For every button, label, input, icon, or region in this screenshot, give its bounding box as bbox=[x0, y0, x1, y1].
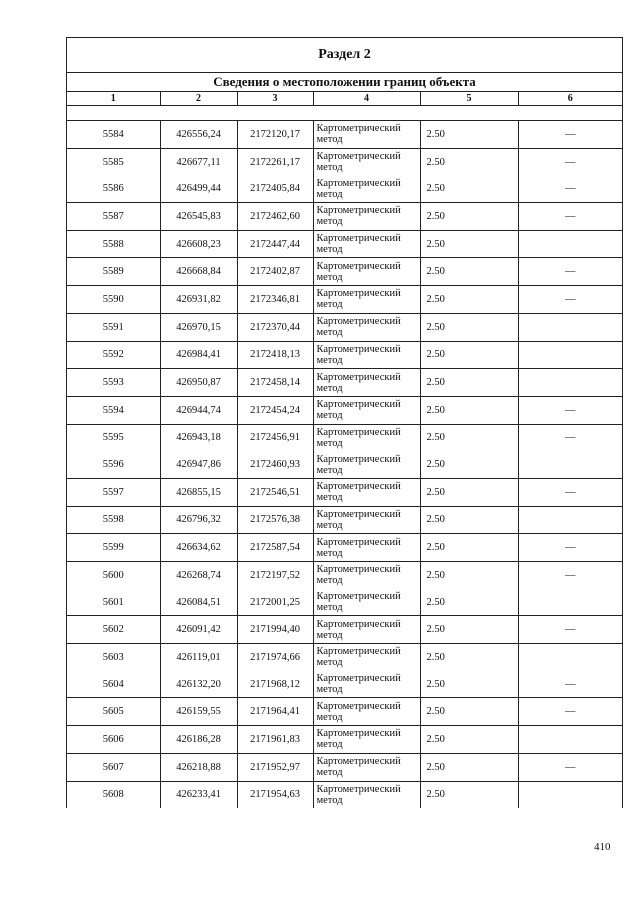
x-coordinate-cell: 426944,74 bbox=[160, 396, 237, 424]
column-header: 1 bbox=[67, 92, 160, 106]
y-coordinate-cell: 2171952,97 bbox=[237, 753, 313, 781]
point-number-cell: 5587 bbox=[67, 203, 160, 231]
page-number: 410 bbox=[594, 841, 611, 853]
y-coordinate-cell: 2172460,93 bbox=[237, 451, 313, 478]
point-number-cell: 5605 bbox=[67, 698, 160, 726]
method-cell: Картометрический метод bbox=[313, 313, 420, 341]
description-cell: — bbox=[518, 698, 622, 726]
table-row bbox=[67, 644, 622, 671]
point-number-cell: 5607 bbox=[67, 753, 160, 781]
accuracy-cell: 2.50 bbox=[420, 424, 518, 451]
x-coordinate-cell: 426084,51 bbox=[160, 589, 237, 616]
table-row bbox=[67, 258, 622, 286]
x-coordinate-cell: 426970,15 bbox=[160, 313, 237, 341]
accuracy-cell: 2.50 bbox=[420, 616, 518, 644]
point-number-cell: 5586 bbox=[67, 175, 160, 202]
x-coordinate-cell: 426984,41 bbox=[160, 341, 237, 369]
document-frame bbox=[66, 37, 623, 808]
method-cell: Картометрический метод bbox=[313, 203, 420, 231]
table-row bbox=[67, 616, 622, 644]
x-coordinate-cell: 426186,28 bbox=[160, 726, 237, 754]
y-coordinate-cell: 2172405,84 bbox=[237, 175, 313, 202]
accuracy-cell: 2.50 bbox=[420, 562, 518, 589]
accuracy-cell: 2.50 bbox=[420, 341, 518, 369]
point-number-cell: 5597 bbox=[67, 478, 160, 506]
x-coordinate-cell: 426950,87 bbox=[160, 369, 237, 397]
method-cell: Картометрический метод bbox=[313, 175, 420, 202]
description-cell bbox=[518, 230, 622, 258]
table-row bbox=[67, 175, 622, 202]
point-number-cell: 5596 bbox=[67, 451, 160, 478]
table-row bbox=[67, 478, 622, 506]
table-row bbox=[67, 698, 622, 726]
accuracy-cell: 2.50 bbox=[420, 148, 518, 175]
point-number-cell: 5590 bbox=[67, 286, 160, 314]
accuracy-cell: 2.50 bbox=[420, 121, 518, 149]
description-cell: — bbox=[518, 753, 622, 781]
point-number-cell: 5604 bbox=[67, 671, 160, 698]
y-coordinate-cell: 2172454,24 bbox=[237, 396, 313, 424]
description-cell bbox=[518, 369, 622, 397]
point-number-cell: 5608 bbox=[67, 781, 160, 808]
x-coordinate-cell: 426091,42 bbox=[160, 616, 237, 644]
description-cell bbox=[518, 506, 622, 534]
point-number-cell: 5595 bbox=[67, 424, 160, 451]
boundary-table bbox=[67, 92, 622, 808]
y-coordinate-cell: 2171954,63 bbox=[237, 781, 313, 808]
description-cell bbox=[518, 589, 622, 616]
method-cell: Картометрический метод bbox=[313, 341, 420, 369]
x-coordinate-cell: 426218,88 bbox=[160, 753, 237, 781]
x-coordinate-cell: 426159,55 bbox=[160, 698, 237, 726]
table-row bbox=[67, 726, 622, 754]
table-row bbox=[67, 369, 622, 397]
point-number-cell: 5598 bbox=[67, 506, 160, 534]
accuracy-cell: 2.50 bbox=[420, 698, 518, 726]
x-coordinate-cell: 426943,18 bbox=[160, 424, 237, 451]
description-cell bbox=[518, 341, 622, 369]
method-cell: Картометрический метод bbox=[313, 726, 420, 754]
method-cell: Картометрический метод bbox=[313, 396, 420, 424]
accuracy-cell: 2.50 bbox=[420, 753, 518, 781]
y-coordinate-cell: 2172402,87 bbox=[237, 258, 313, 286]
x-coordinate-cell: 426947,86 bbox=[160, 451, 237, 478]
accuracy-cell: 2.50 bbox=[420, 589, 518, 616]
x-coordinate-cell: 426608,23 bbox=[160, 230, 237, 258]
y-coordinate-cell: 2172462,60 bbox=[237, 203, 313, 231]
description-cell: — bbox=[518, 478, 622, 506]
y-coordinate-cell: 2171961,83 bbox=[237, 726, 313, 754]
table-row bbox=[67, 671, 622, 698]
y-coordinate-cell: 2171964,41 bbox=[237, 698, 313, 726]
y-coordinate-cell: 2172418,13 bbox=[237, 341, 313, 369]
table-row bbox=[67, 148, 622, 175]
point-number-cell: 5589 bbox=[67, 258, 160, 286]
y-coordinate-cell: 2172447,44 bbox=[237, 230, 313, 258]
table-title: Сведения о местоположении границ объекта bbox=[67, 73, 622, 92]
table-row bbox=[67, 451, 622, 478]
table-row bbox=[67, 286, 622, 314]
y-coordinate-cell: 2171994,40 bbox=[237, 616, 313, 644]
point-number-cell: 5599 bbox=[67, 534, 160, 562]
method-cell: Картометрический метод bbox=[313, 121, 420, 149]
accuracy-cell: 2.50 bbox=[420, 230, 518, 258]
point-number-cell: 5584 bbox=[67, 121, 160, 149]
x-coordinate-cell: 426677,11 bbox=[160, 148, 237, 175]
method-cell: Картометрический метод bbox=[313, 258, 420, 286]
accuracy-cell: 2.50 bbox=[420, 451, 518, 478]
accuracy-cell: 2.50 bbox=[420, 506, 518, 534]
method-cell: Картометрический метод bbox=[313, 286, 420, 314]
description-cell bbox=[518, 451, 622, 478]
point-number-cell: 5600 bbox=[67, 562, 160, 589]
table-row bbox=[67, 424, 622, 451]
accuracy-cell: 2.50 bbox=[420, 203, 518, 231]
method-cell: Картометрический метод bbox=[313, 753, 420, 781]
table-row bbox=[67, 203, 622, 231]
description-cell bbox=[518, 726, 622, 754]
accuracy-cell: 2.50 bbox=[420, 534, 518, 562]
point-number-cell: 5592 bbox=[67, 341, 160, 369]
point-number-cell: 5591 bbox=[67, 313, 160, 341]
table-row bbox=[67, 341, 622, 369]
column-header: 4 bbox=[313, 92, 420, 106]
table-row bbox=[67, 534, 622, 562]
y-coordinate-cell: 2172587,54 bbox=[237, 534, 313, 562]
x-coordinate-cell: 426931,82 bbox=[160, 286, 237, 314]
y-coordinate-cell: 2172120,17 bbox=[237, 121, 313, 149]
method-cell: Картометрический метод bbox=[313, 671, 420, 698]
y-coordinate-cell: 2172458,14 bbox=[237, 369, 313, 397]
accuracy-cell: 2.50 bbox=[420, 478, 518, 506]
table-row bbox=[67, 781, 622, 808]
description-cell: — bbox=[518, 286, 622, 314]
accuracy-cell: 2.50 bbox=[420, 726, 518, 754]
table-row bbox=[67, 396, 622, 424]
x-coordinate-cell: 426268,74 bbox=[160, 562, 237, 589]
description-cell: — bbox=[565, 156, 576, 168]
point-number-cell: 5588 bbox=[67, 230, 160, 258]
table-row bbox=[67, 230, 622, 258]
description-cell: — bbox=[518, 121, 622, 149]
accuracy-cell: 2.50 bbox=[420, 369, 518, 397]
method-cell: Картометрический метод bbox=[313, 616, 420, 644]
accuracy-cell: 2.50 bbox=[420, 286, 518, 314]
y-coordinate-cell: 2171974,66 bbox=[237, 644, 313, 671]
column-header: 3 bbox=[237, 92, 313, 106]
point-number-cell: 5593 bbox=[67, 369, 160, 397]
method-cell: Картометрический метод bbox=[313, 534, 420, 562]
y-coordinate-cell: 2171968,12 bbox=[237, 671, 313, 698]
method-cell: Картометрический метод bbox=[313, 451, 420, 478]
point-number-cell: 5602 bbox=[67, 616, 160, 644]
x-coordinate-cell: 426634,62 bbox=[160, 534, 237, 562]
method-cell: Картометрический метод bbox=[313, 644, 420, 671]
description-cell: — bbox=[518, 396, 622, 424]
point-number-cell: 5603 bbox=[67, 644, 160, 671]
method-cell: Картометрический метод bbox=[313, 562, 420, 589]
description-cell: — bbox=[518, 258, 622, 286]
description-cell: — bbox=[518, 671, 622, 698]
table-row bbox=[67, 506, 622, 534]
point-number-cell: 5606 bbox=[67, 726, 160, 754]
method-cell: Картометрический метод bbox=[313, 781, 420, 808]
accuracy-cell: 2.50 bbox=[420, 644, 518, 671]
description-cell: — bbox=[518, 175, 622, 202]
x-coordinate-cell: 426132,20 bbox=[160, 671, 237, 698]
table-row bbox=[67, 313, 622, 341]
y-coordinate-cell: 2172546,51 bbox=[237, 478, 313, 506]
table-row bbox=[67, 589, 622, 616]
method-cell: Картометрический метод bbox=[313, 424, 420, 451]
y-coordinate-cell: 2172346,81 bbox=[237, 286, 313, 314]
accuracy-cell: 2.50 bbox=[420, 175, 518, 202]
description-cell: — bbox=[518, 203, 622, 231]
column-header: 5 bbox=[420, 92, 518, 106]
y-coordinate-cell: 2172197,52 bbox=[237, 562, 313, 589]
accuracy-cell: 2.50 bbox=[420, 258, 518, 286]
table-row bbox=[67, 562, 622, 589]
method-cell: Картометрический метод bbox=[313, 230, 420, 258]
description-cell: — bbox=[565, 569, 576, 581]
method-cell: Картометрический метод bbox=[313, 478, 420, 506]
method-cell: Картометрический метод bbox=[313, 369, 420, 397]
accuracy-cell: 2.50 bbox=[420, 396, 518, 424]
point-number-cell: 5594 bbox=[67, 396, 160, 424]
method-cell: Картометрический метод bbox=[313, 698, 420, 726]
y-coordinate-cell: 2172456,91 bbox=[237, 424, 313, 451]
spacer-row bbox=[67, 106, 622, 121]
x-coordinate-cell: 426855,15 bbox=[160, 478, 237, 506]
point-number-cell: 5601 bbox=[67, 589, 160, 616]
method-cell: Картометрический метод bbox=[313, 506, 420, 534]
x-coordinate-cell: 426119,01 bbox=[160, 644, 237, 671]
column-header-row bbox=[67, 92, 622, 106]
table-row bbox=[67, 753, 622, 781]
column-header: 2 bbox=[160, 92, 237, 106]
x-coordinate-cell: 426796,32 bbox=[160, 506, 237, 534]
x-coordinate-cell: 426545,83 bbox=[160, 203, 237, 231]
description-cell bbox=[518, 781, 622, 808]
point-number-cell: 5585 bbox=[67, 148, 160, 175]
description-cell: — bbox=[565, 432, 576, 444]
method-cell: Картометрический метод bbox=[313, 589, 420, 616]
y-coordinate-cell: 2172001,25 bbox=[237, 589, 313, 616]
description-cell bbox=[518, 313, 622, 341]
x-coordinate-cell: 426668,84 bbox=[160, 258, 237, 286]
accuracy-cell: 2.50 bbox=[420, 781, 518, 808]
y-coordinate-cell: 2172576,38 bbox=[237, 506, 313, 534]
method-cell: Картометрический метод bbox=[313, 148, 420, 175]
x-coordinate-cell: 426556,24 bbox=[160, 121, 237, 149]
column-header: 6 bbox=[518, 92, 622, 106]
accuracy-cell: 2.50 bbox=[420, 671, 518, 698]
x-coordinate-cell: 426233,41 bbox=[160, 781, 237, 808]
description-cell: — bbox=[518, 534, 622, 562]
x-coordinate-cell: 426499,44 bbox=[160, 175, 237, 202]
description-cell bbox=[518, 644, 622, 671]
accuracy-cell: 2.50 bbox=[420, 313, 518, 341]
table-row bbox=[67, 121, 622, 149]
y-coordinate-cell: 2172370,44 bbox=[237, 313, 313, 341]
section-title: Раздел 2 bbox=[67, 37, 622, 73]
description-cell: — bbox=[518, 616, 622, 644]
y-coordinate-cell: 2172261,17 bbox=[237, 148, 313, 175]
